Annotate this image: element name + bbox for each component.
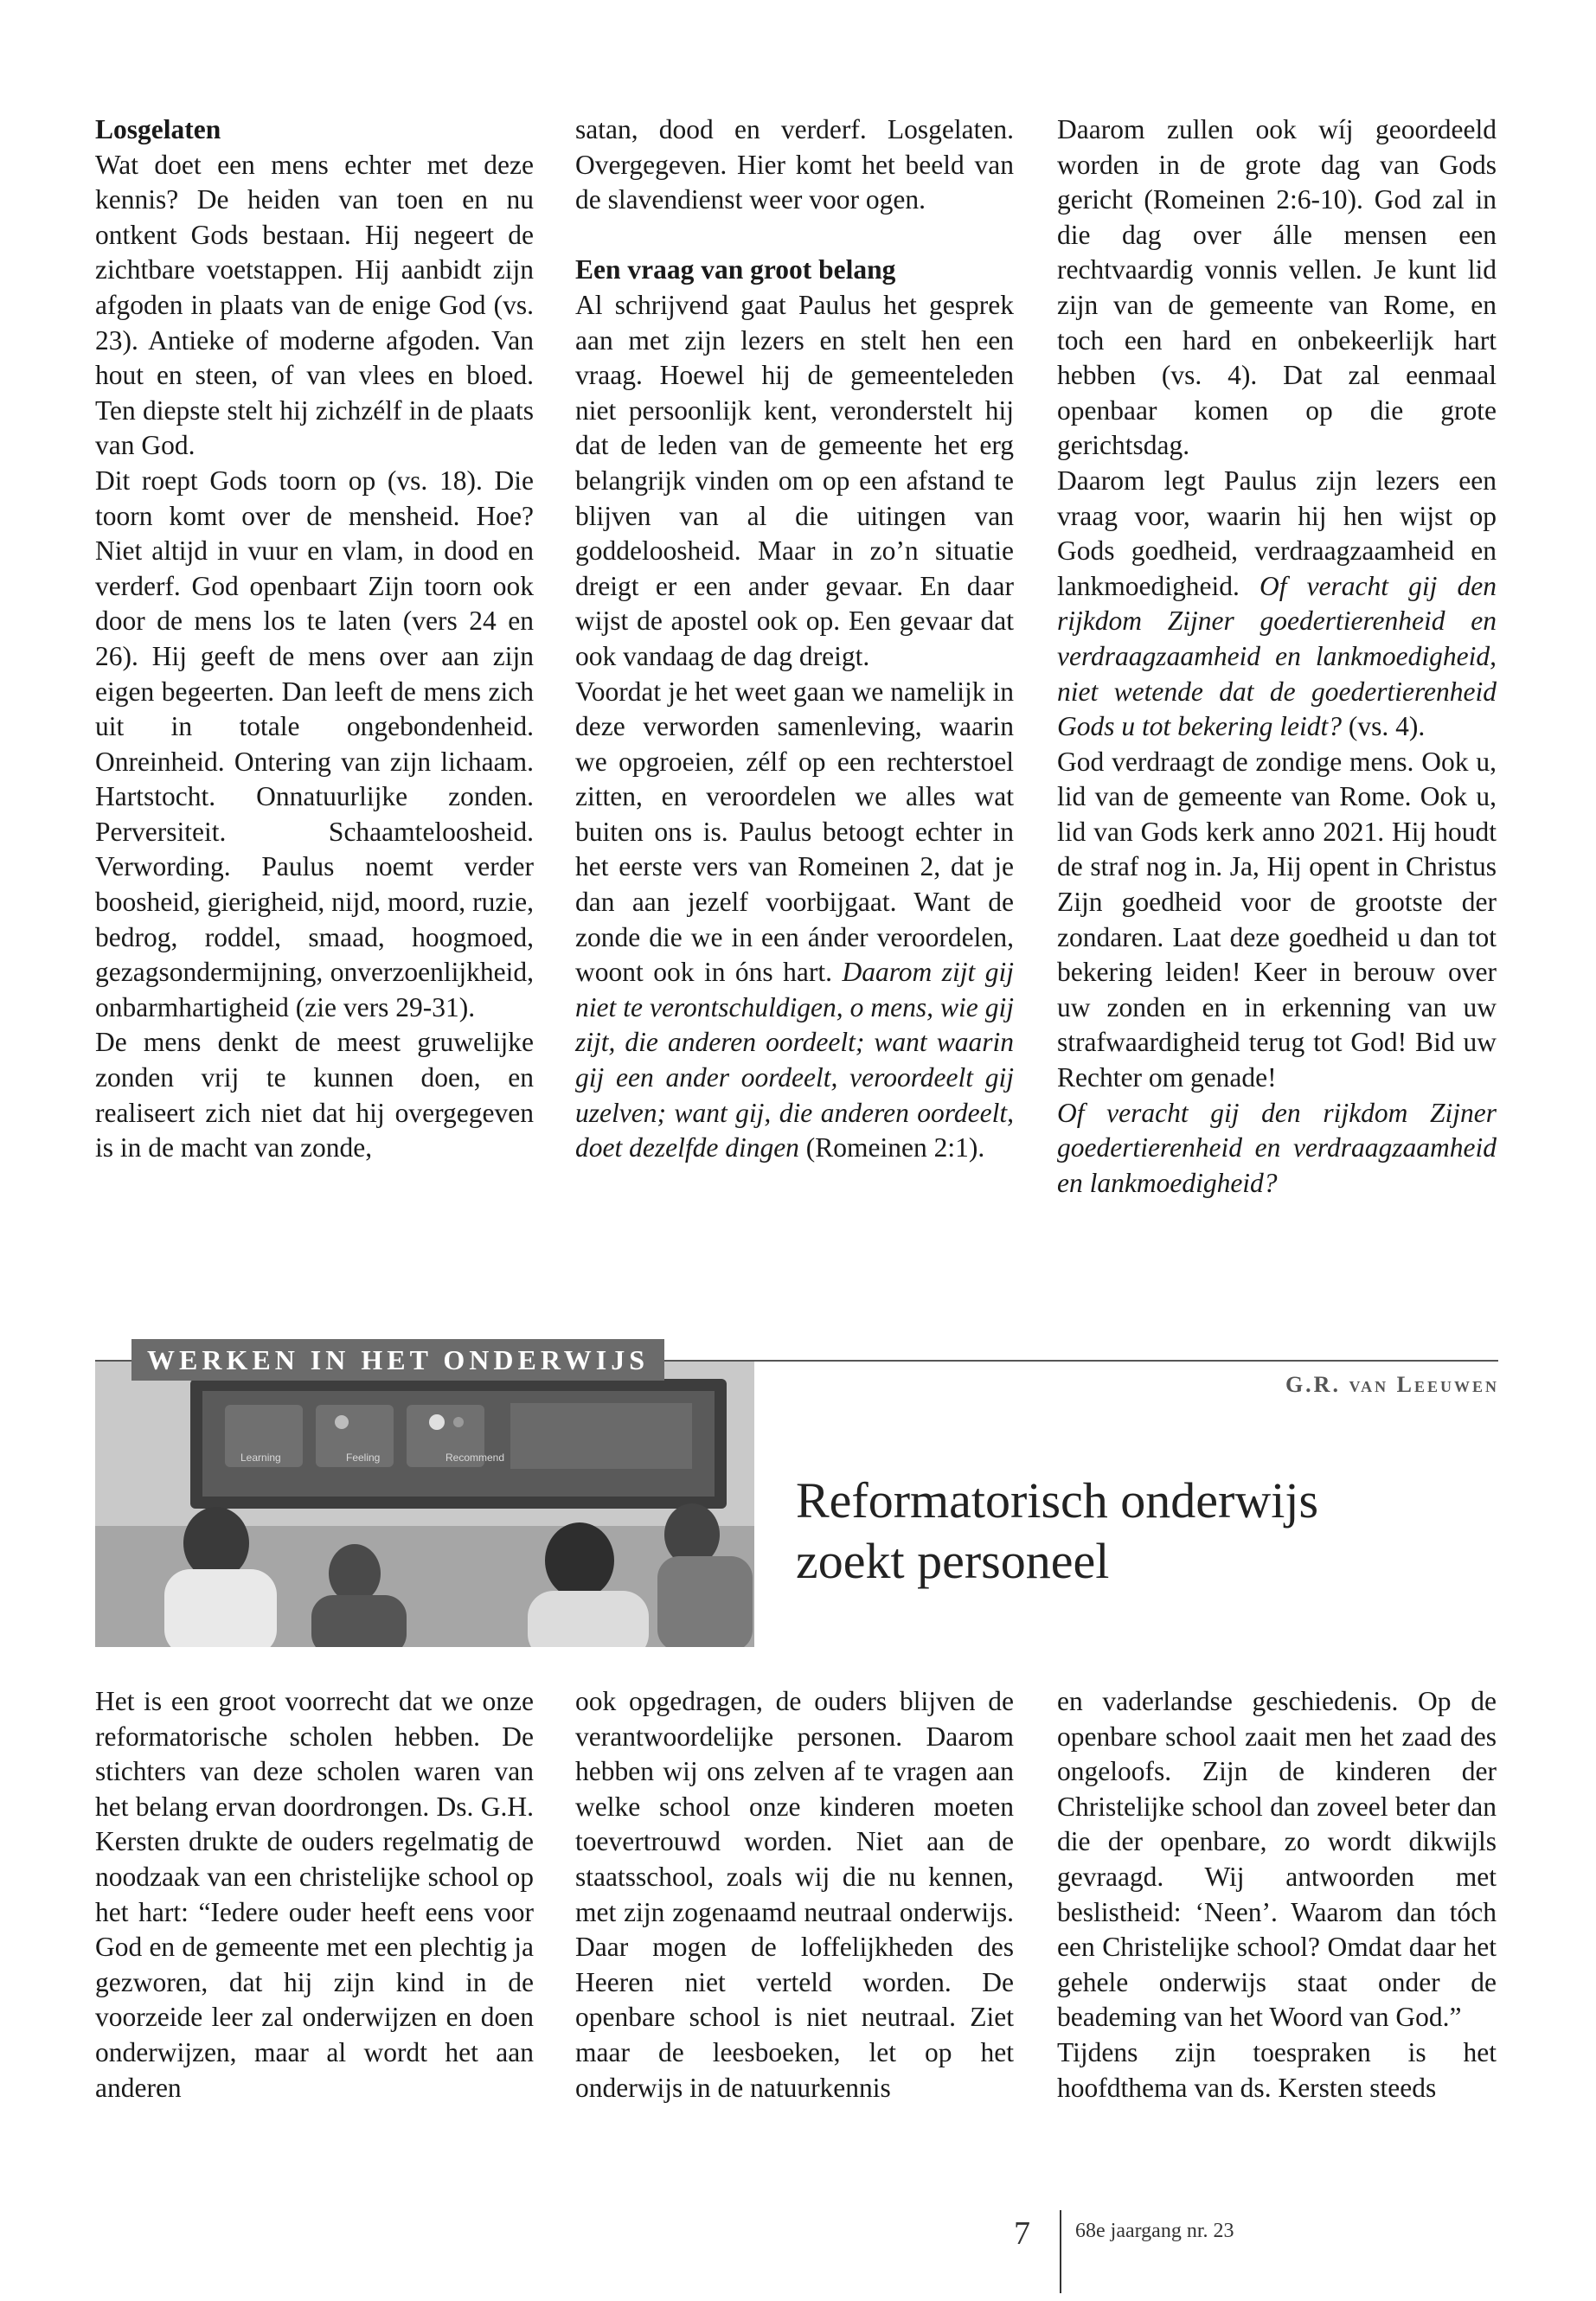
paragraph: God verdraagt de zondige mens. Ook u, lid van de gemeente van Rome. Ook u, lid van Gods kerk anno 2021. Hij houdt de straf nog in. Ja, Hij opent in Christus Zijn goedheid voor de grootste der zondaren. Laat deze goedheid u dan tot bekering leiden! Keer in berouw over uw zonden en in erkenning van uw strafwaardigheid terug tot God! Bid uw Rechter om genade! [1057,746,1497,1093]
classroom-illustration [95,1362,754,1647]
paragraph-text: Daarom legt Paulus zijn lezers een vraag voor, waarin hij hen wijst op Gods goedheid, verdraagzaamheid en lankmoedigheid. [1057,465,1497,601]
paragraph: Daarom zullen ook wíj geoordeeld worden in de grote dag van Gods gericht (Romeinen 2:6-10). God zal in die dag over álle mensen een rechtvaardig vonnis vellen. Je kunt lid zijn van de gemeente van Rome, en toch een hard en onbekeerlijk hart hebben (vs. 4). Dat zal eenmaal openbaar komen op die grote gerichtsdag. [1057,114,1497,461]
author-byline: G.R. van Leeuwen [1285,1372,1499,1397]
headline-line: Reformatorisch onderwijs [796,1472,1319,1529]
article-headline [796,1471,1453,1592]
bible-quote: Of veracht gij den rijkdom Zijner goedertierenheid en verdraagzaamheid en lankmoedigheid? [1057,1097,1497,1198]
bible-quote: Of veracht gij den rijkdom Zijner goedertierenheid en verdraagzaamheid en lankmoedigheid, niet wetende dat de goedertierenheid Gods u tot bekering leidt? [1057,570,1497,742]
bible-reference: (Romeinen 2:1). [805,1132,985,1163]
issue-info: 68e jaargang nr. 23 [1075,2220,1234,2242]
page-number: 7 [1014,2215,1030,2252]
paragraph: Wat doet een mens echter met deze kennis? De heiden van toen en nu ontkent Gods bestaan. Hij negeert de zichtbare voetstappen. Hij aanbidt zijn afgoden in plaats van de enige God (vs. 23). Antieke of moderne afgoden. Van hout en steen, of van vlees en bloed. Ten diepste stelt hij zichzélf in de plaats van God. [95,149,534,461]
paragraph [575,675,1014,1166]
section-heading-vraag: Een vraag van groot belang [575,254,896,285]
paragraph: ook opgedragen, de ouders blijven de verantwoordelijke personen. Daarom hebben wij ons zelven af te vragen aan welke school onze kinderen moeten toevertrouwd worden. Niet aan de staatsschool, zoals wij die nu kennen, met zijn zogenaamd neutraal onderwijs. Daar mogen de loffelijkheden des Heeren niet verteld worden. De openbare school is niet neutraal. Ziet maar de leesboeken, let op het onderwijs in de natuurkennis [575,1686,1014,2103]
top-column-2 [575,112,1014,1166]
top-column-3 [1057,112,1497,1201]
paragraph: Tijdens zijn toespraken is het hoofdthema van ds. Kersten steeds [1057,2036,1497,2103]
bottom-column-3 [1057,1684,1497,2106]
bible-reference: (vs. 4). [1348,711,1426,742]
paragraph [1057,464,1497,745]
section-tag: WERKEN IN HET ONDERWIJS [131,1339,664,1381]
paragraph: en vaderlandse geschiedenis. Op de openbare school zaait men het zaad des ongeloofs. Zijn de kinderen der Christelijke school dan zoveel beter dan die der openbare, zo wordt dikwijls gevraagd. Wij antwoorden met beslistheid: ‘Neen’. Waarom dan tóch een Christelijke school? Omdat daar het gehele onderwijs staat onder de beademing van het Woord van God.” [1057,1686,1497,2033]
photo-label: Recommend [445,1452,505,1464]
paragraph: Dit roept Gods toorn op (vs. 18). Die toorn komt over de mensheid. Hoe? Niet altijd in vuur en vlam, in dood en verderf. God openbaart Zijn toorn ook door de mens los te laten (vers 24 en 26). Hij geeft de mens over aan zijn eigen begeerten. Dan leeft de mens zich uit in totale ongebondenheid. Onreinheid. Ontering van zijn lichaam. Hartstocht. Onnatuurlijke zonden. Perversiteit. Schaamteloosheid. Verwording. Paulus noemt verder boosheid, gierigheid, nijd, moord, ruzie, bedrog, roddel, smaad, hoogmoed, gezagsondermijning, onverzoenlijkheid, onbarmhartigheid (zie vers 29-31). [95,465,534,1022]
bible-quote: Daarom zijt gij niet te verontschuldigen, o mens, wie gij zijt, die anderen oordeelt; want waarin gij een ander oordeelt, veroordeelt gij uzelven; want gij, die anderen oordeelt, doet dezelfde dingen [575,957,1014,1163]
paragraph: Al schrijvend gaat Paulus het gesprek aan met zijn lezers en stelt hen een vraag. Hoewel hij de gemeenteleden niet persoonlijk kent, veronderstelt hij dat de leden van de gemeente het erg belangrijk vinden om op een afstand te blijven van al die uitingen van goddeloosheid. Maar in zo’n situatie dreigt er een ander gevaar. En daar wijst de apostel ook op. Een gevaar dat ook vandaag de dag dreigt. [575,289,1014,671]
child-head [183,1507,249,1580]
paragraph: De mens denkt de meest gruwelijke zonden vrij te kunnen doen, en realiseert zich niet dat hij overgegeven is in de macht van zonde, [95,1027,534,1163]
section-heading-losgelaten: Losgelaten [95,114,221,144]
paragraph: satan, dood en verderf. Losgelaten. Overgegeven. Hier komt het beeld van de slavendienst weer voor ogen. [575,114,1014,215]
footer-divider [1060,2210,1061,2293]
bottom-column-2 [575,1684,1014,2106]
photo-label: Feeling [346,1452,381,1464]
top-column-1 [95,112,534,1166]
paragraph-text: Voordat je het weet gaan we namelijk in deze verworden samenleving, waarin we opgroeien, zélf op een rechterstoel zitten, en veroordelen we alles wat buiten ons is. Paulus betoogt echter in het eerste vers van Romeinen 2, dat je dan aan jezelf voorbijgaat. Want de zonde die we in een ánder veroordelen, woont ook in óns hart. [575,676,1014,988]
headline-line: zoekt personeel [796,1533,1110,1589]
photo-label: Learning [240,1452,281,1464]
bottom-column-1 [95,1684,534,2106]
paragraph: Het is een groot voorrecht dat we onze reformatorische scholen hebben. De stichters van deze scholen waren van het belang ervan doordrongen. Ds. G.H. Kersten drukte de ouders regelmatig de noodzaak van een christelijke school op het hart: “Iedere ouder heeft eens voor God en de gemeente met een plechtig ja gezworen, dat hij zijn kind in de voorzeide leer zal onderwijzen en doen onderwijzen, maar al wordt het aan anderen [95,1686,534,2103]
classroom-photo [95,1362,754,1647]
